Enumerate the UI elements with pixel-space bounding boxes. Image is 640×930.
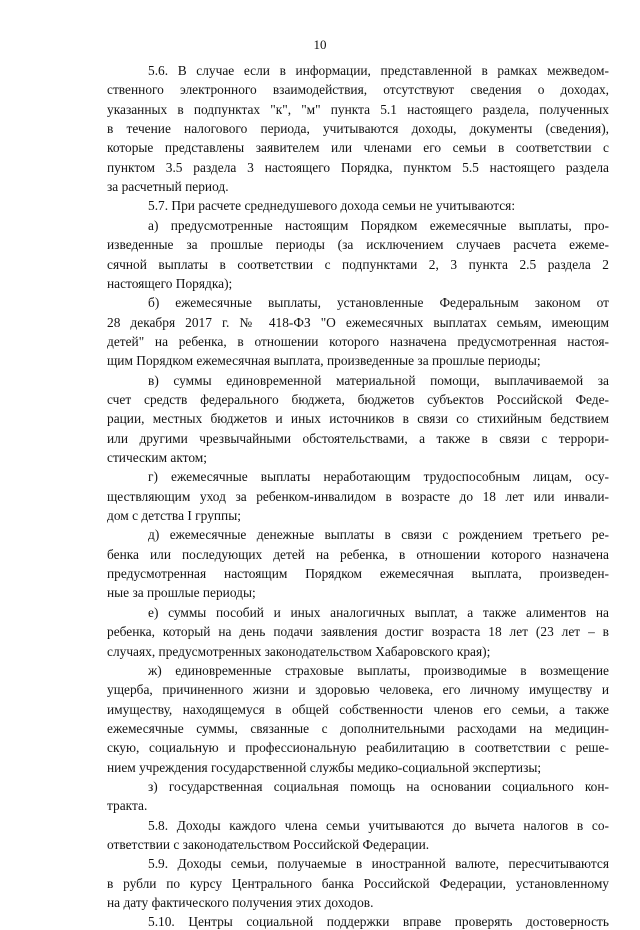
text-line: счет средств федерального бюджета, бюджетов субъектов Российской Феде- — [107, 391, 609, 407]
text-line: ществляющим уход за ребенком-инвалидом в возрасте до 18 лет или инвали- — [107, 488, 609, 504]
text-line: ежемесячные суммы, связанные с дополнительными расходами на медицин- — [107, 720, 609, 736]
text-line: изведенные за прошлые периоды (за исключением случаев расчета ежеме- — [107, 237, 609, 253]
text-line: б) ежемесячные выплаты, установленные Федеральным законом от — [148, 295, 609, 311]
text-line: которые представлены заявителем или членами его семьи в соответствии с — [107, 140, 609, 156]
text-line: за расчетный период. — [107, 179, 229, 195]
text-line: скую, социальную и профессиональную реабилитацию в соответствии с реше- — [107, 740, 609, 756]
text-line: 5.10. Центры социальной поддержки вправе проверять достоверность — [148, 914, 609, 930]
text-line: в рубли по курсу Центрального банка Российской Федерации, установленному — [107, 875, 609, 891]
text-line: ж) единовременные страховые выплаты, производимые в возмещение — [148, 662, 609, 678]
text-line: 5.7. При расчете среднедушевого дохода семьи не учитываются: — [148, 198, 516, 214]
text-line: на дату фактического получения этих доходов. — [107, 895, 374, 911]
text-line: рации, местных бюджетов и иных источников в связи со стихийным бедствием — [107, 411, 609, 427]
page-number: 10 — [313, 37, 327, 52]
text-line: 5.6. В случае если в информации, представленной в рамках межведом- — [148, 63, 609, 78]
text-line: е) суммы пособий и иных аналогичных выплат, а также алиментов на — [148, 604, 609, 620]
text-line: или другими чрезвычайными обстоятельствами, а также в связи с террори- — [107, 430, 609, 446]
text-line: настоящего Порядка); — [107, 275, 233, 291]
text-line: детей" на ребенка, в отношении которого назначена предусмотренная настоя- — [107, 333, 609, 349]
text-line: нием учреждения государственной службы медико-социальной экспертизы; — [107, 759, 542, 775]
text-line: ответствии с законодательством Российской Федерации. — [107, 837, 430, 852]
text-line: г) ежемесячные выплаты неработающим трудоспособным лицам, осу- — [148, 469, 609, 485]
text-line: в течение налогового периода, учитываются доходы, документы (сведения), — [107, 121, 609, 137]
text-line: ные за прошлые периоды; — [107, 585, 256, 601]
text-line: бенка или последующих детей на ребенка, в отношении которого назначена — [107, 546, 609, 562]
text-line: сячной выплаты в соответствии с подпунктами 2, 3 пункта 2.5 раздела 2 — [107, 256, 609, 272]
text-line: 5.9. Доходы семьи, получаемые в иностранной валюте, пересчитываются — [148, 856, 609, 872]
text-line: а) предусмотренные настоящим Порядком ежемесячные выплаты, про- — [148, 217, 609, 233]
text-line: 5.8. Доходы каждого члена семьи учитываются до вычета налогов в со- — [148, 817, 609, 833]
text-line: в) суммы единовременной материальной помощи, выплачиваемой за — [148, 372, 609, 388]
text-line: ребенка, который на день подачи заявления достиг возраста 18 лет (23 лет – в — [107, 624, 609, 640]
text-line: случаях, предусмотренных законодательством Хабаровского края); — [107, 643, 491, 659]
text-line: д) ежемесячные денежные выплаты в связи с рождением третьего ре- — [148, 527, 609, 543]
text-line: пунктом 3.5 раздела 3 настоящего Порядка, пунктом 5.5 настоящего раздела — [107, 159, 609, 175]
text-line: стическим актом; — [107, 450, 207, 465]
text-line: тракта. — [107, 798, 148, 814]
text-line: предусмотренная настоящим Порядком ежемесячная выплата, произведен- — [107, 566, 609, 582]
text-line: имуществу, находящемуся в общей собственности членов его семьи, а также — [107, 701, 609, 717]
text-line: щим Порядком ежемесячная выплата, произведенные за прошлые периоды; — [107, 353, 541, 369]
text-line: ственного электронного взаимодействия, отсутствуют сведения о доходах, — [107, 82, 609, 98]
text-line: 28 декабря 2017 г. № 418-ФЗ "О ежемесячных выплатах семьям, имеющим — [107, 314, 609, 330]
text-line: з) государственная социальная помощь на основании социального кон- — [148, 778, 609, 794]
text-line: дом с детства I группы; — [107, 508, 241, 524]
text-line: указанных в подпунктах "к", "м" пункта 5.1 настоящего раздела, полученных — [107, 101, 609, 117]
text-line: ущерба, причиненного жизни и здоровью человека, его личному имуществу и — [107, 682, 609, 698]
